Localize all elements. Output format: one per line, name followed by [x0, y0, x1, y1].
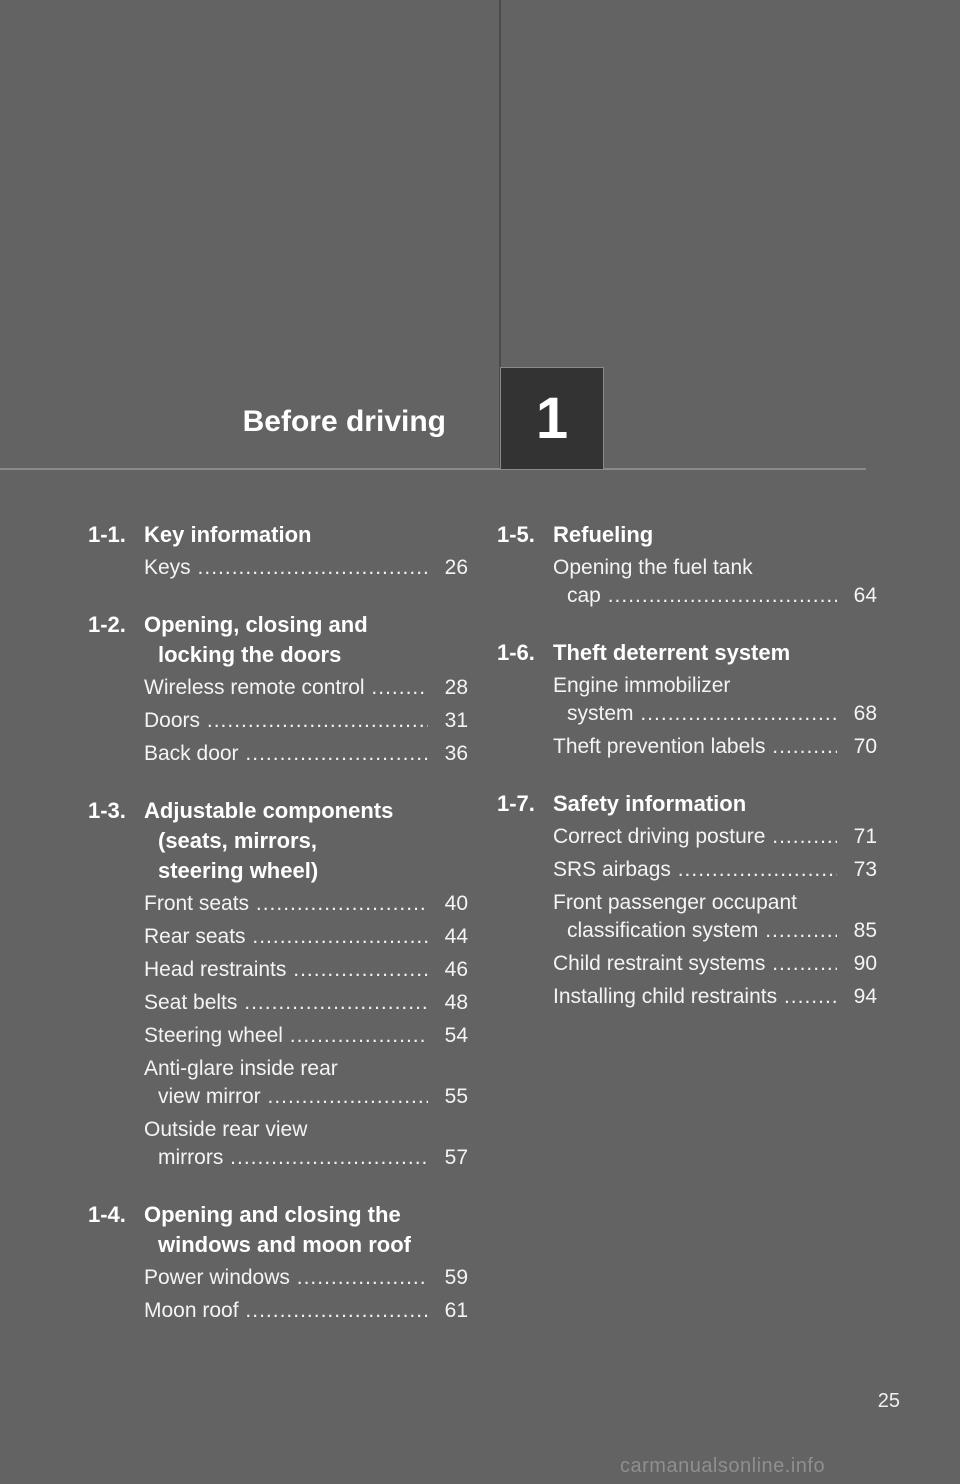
toc-entry[interactable]	[553, 554, 877, 610]
toc-section	[497, 638, 877, 761]
entry-page-number: 59	[444, 1266, 468, 1289]
toc-entry[interactable]	[144, 740, 468, 768]
toc-section	[88, 610, 468, 768]
section-number: 1-5.	[497, 522, 535, 547]
section-title-line: Refueling	[553, 522, 654, 547]
section-title-line: Theft deterrent system	[553, 640, 791, 665]
toc-entry[interactable]	[553, 983, 877, 1011]
entry-page-number: 57	[444, 1146, 468, 1169]
entry-page-number: 36	[444, 742, 468, 765]
section-title-line: Adjustable components	[144, 798, 394, 823]
entry-label: Keys .....	[144, 554, 428, 582]
entry-label: Power windows .....	[144, 1264, 428, 1292]
chapter-number-box	[500, 367, 604, 470]
section-heading	[497, 638, 877, 668]
toc-section	[497, 520, 877, 610]
entry-label: Rear seats .....	[144, 923, 428, 951]
toc-entry[interactable]	[553, 856, 877, 884]
entry-label: Head restraints .....	[144, 956, 428, 984]
page-number: 25	[877, 1390, 900, 1412]
entry-label: Outside rear view	[144, 1118, 308, 1141]
toc-entry[interactable]	[553, 889, 877, 945]
section-title	[553, 520, 877, 550]
toc-entry[interactable]	[144, 989, 468, 1017]
entry-label: view mirror .....	[144, 1083, 428, 1111]
toc-section	[88, 1200, 468, 1325]
toc-entry[interactable]	[144, 1055, 468, 1111]
toc-entry[interactable]	[553, 672, 877, 728]
section-number: 1-4.	[88, 1202, 126, 1227]
toc-entry[interactable]	[144, 1022, 468, 1050]
toc-section	[497, 789, 877, 1011]
section-title	[553, 638, 877, 668]
toc-entry[interactable]	[553, 733, 877, 761]
divider-horizontal	[0, 468, 866, 470]
entry-label: Steering wheel .....	[144, 1022, 428, 1050]
entry-label: cap .....	[553, 582, 837, 610]
entry-page-number: 64	[853, 584, 877, 607]
section-title	[144, 796, 468, 886]
entry-page-number: 44	[444, 925, 468, 948]
entry-page-number: 54	[444, 1024, 468, 1047]
entry-label: Child restraint systems .....	[553, 950, 837, 978]
entry-page-number: 31	[444, 709, 468, 732]
section-title-line: Opening and closing the	[144, 1202, 401, 1227]
toc-entry[interactable]	[144, 1297, 468, 1325]
toc-column-left	[88, 520, 468, 1353]
section-title-line: Opening, closing and	[144, 612, 368, 637]
toc-entry[interactable]	[553, 823, 877, 851]
toc-entry[interactable]	[553, 950, 877, 978]
entry-page-number: 46	[444, 958, 468, 981]
section-number: 1-7.	[497, 791, 535, 816]
toc-entry[interactable]	[144, 956, 468, 984]
section-heading	[497, 789, 877, 819]
chapter-title: Before driving	[242, 405, 446, 438]
section-title-line: steering wheel)	[158, 858, 319, 883]
entry-label: Engine immobilizer	[553, 674, 731, 697]
entry-page-number: 70	[853, 735, 877, 758]
entry-label: Wireless remote control .....	[144, 674, 428, 702]
section-number: 1-2.	[88, 612, 126, 637]
section-heading	[88, 610, 468, 670]
section-title-line: windows and moon roof	[158, 1232, 411, 1257]
entry-label: Correct driving posture .....	[553, 823, 837, 851]
section-title	[553, 789, 877, 819]
entry-page-number: 71	[853, 825, 877, 848]
entry-label: Seat belts .....	[144, 989, 428, 1017]
toc-entry[interactable]	[144, 890, 468, 918]
entry-label: Theft prevention labels .....	[553, 733, 837, 761]
section-number: 1-3.	[88, 798, 126, 823]
section-title	[144, 520, 468, 550]
entry-label: classification system .....	[553, 917, 837, 945]
entry-label: mirrors .....	[144, 1144, 428, 1172]
entry-page-number: 90	[853, 952, 877, 975]
toc-entry[interactable]	[144, 923, 468, 951]
entry-label: system .....	[553, 700, 837, 728]
entry-label: Anti-glare inside rear	[144, 1057, 338, 1080]
entry-label: Doors .....	[144, 707, 428, 735]
entry-page-number: 55	[444, 1085, 468, 1108]
entry-page-number: 85	[853, 919, 877, 942]
section-heading	[88, 520, 468, 550]
toc-section	[88, 796, 468, 1172]
toc-entry[interactable]	[144, 707, 468, 735]
entry-page-number: 61	[444, 1299, 468, 1322]
section-number: 1-6.	[497, 640, 535, 665]
entry-page-number: 48	[444, 991, 468, 1014]
entry-page-number: 40	[444, 892, 468, 915]
entry-page-number: 68	[853, 702, 877, 725]
entry-page-number: 28	[444, 676, 468, 699]
entry-label: Back door .....	[144, 740, 428, 768]
section-number: 1-1.	[88, 522, 126, 547]
toc-column-right	[497, 520, 877, 1039]
chapter-number: 1	[535, 386, 569, 451]
entry-page-number: 26	[444, 556, 468, 579]
section-heading	[88, 796, 468, 886]
toc-section	[88, 520, 468, 582]
entry-page-number: 94	[853, 985, 877, 1008]
entry-label: Opening the fuel tank	[553, 556, 753, 579]
toc-entry[interactable]	[144, 1264, 468, 1292]
entry-label: Moon roof .....	[144, 1297, 428, 1325]
entry-label: Installing child restraints .....	[553, 983, 837, 1011]
section-title-line: (seats, mirrors,	[158, 828, 317, 853]
section-title-line: locking the doors	[158, 642, 342, 667]
entry-label: Front seats .....	[144, 890, 428, 918]
entry-page-number: 73	[853, 858, 877, 881]
toc-entry[interactable]	[144, 1116, 468, 1172]
section-heading	[88, 1200, 468, 1260]
entry-label: Front passenger occupant	[553, 891, 797, 914]
section-title-line: Key information	[144, 522, 312, 547]
section-title	[144, 610, 468, 670]
toc-entry[interactable]	[144, 674, 468, 702]
toc-entry[interactable]	[144, 554, 468, 582]
watermark: carmanualsonline.info	[620, 1455, 826, 1477]
section-heading	[497, 520, 877, 550]
section-title-line: Safety information	[553, 791, 747, 816]
entry-label: SRS airbags .....	[553, 856, 837, 884]
section-title	[144, 1200, 468, 1260]
